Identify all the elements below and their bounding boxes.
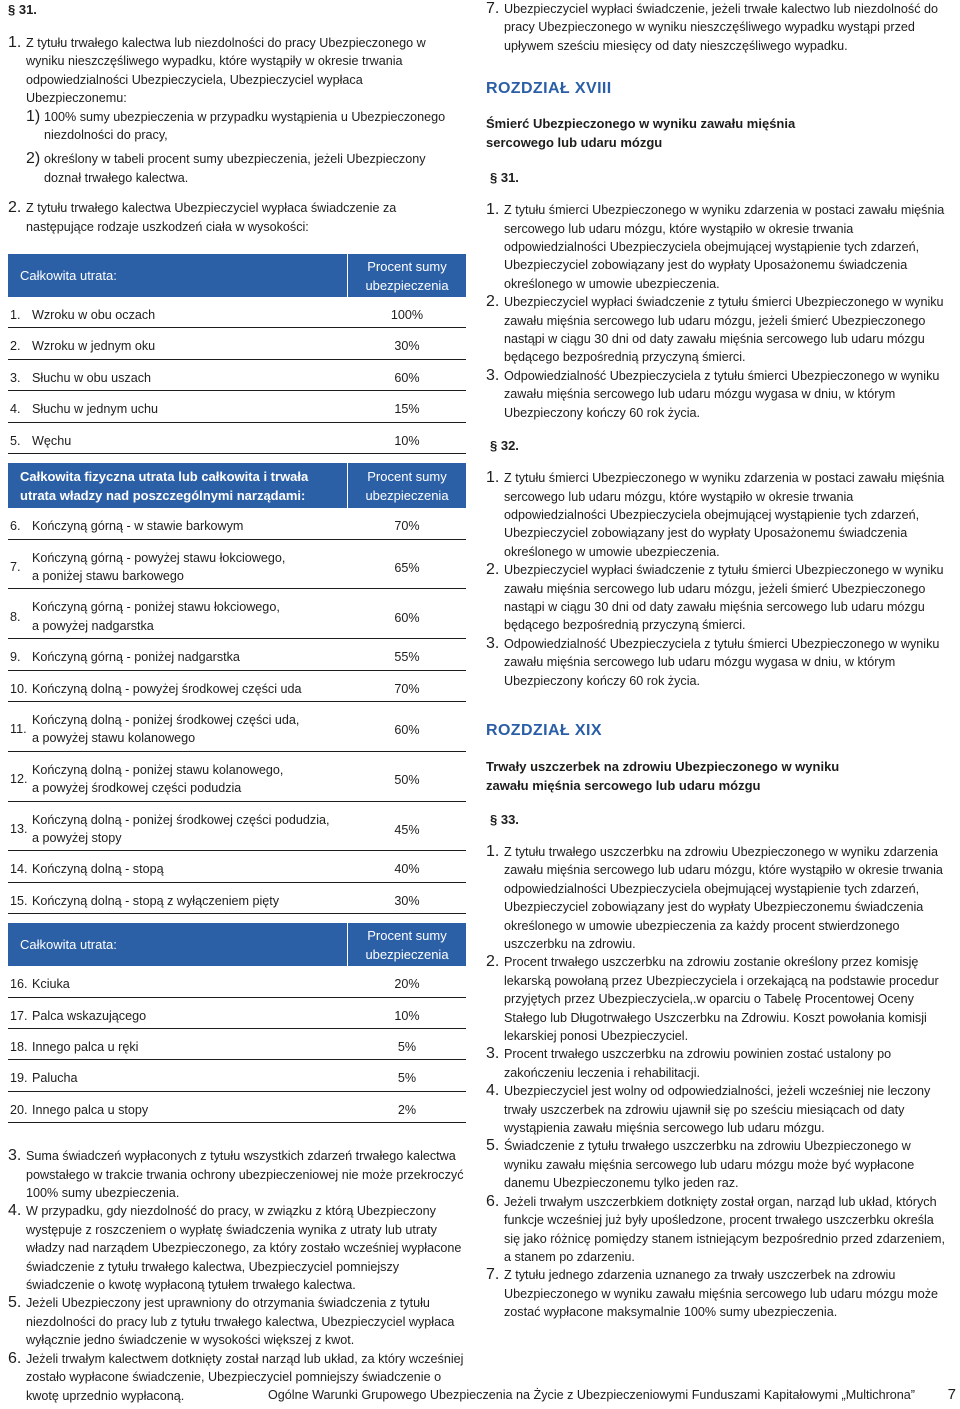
paragraph: 3. Suma świadczeń wypłaconych z tytułu wszystkich zdarzeń trwałego kalectwa powstałego w trakcie trwania ochrony ubezpieczeniowej nie może przekroczyć 100% sumy ubezpieczenia. (8, 1147, 464, 1201)
paragraph: 6. Jeżeli trwałym kalectwem dotknięty został narząd lub układ, za który wcześniej zostało wypłacone świadczenie, Ubezpieczyciel pomniejszy świadczenie o kwotę uprzednio wypłaconą. (8, 1349, 464, 1403)
paragraph-2: 2. Z tytułu trwałego kalectwa Ubezpieczyciel wypłaca świadczenie za następujące rodzaje uszkodzeń ciała w wysokości: (8, 199, 397, 234)
paragraph-1: 1. Z tytułu trwałego kalectwa lub niezdolności do pracy Ubezpieczonego w wyniku nieszczęśliwego wypadku, które wystąpiły w okresie trwania odpowiedzialności Ubezpieczyciela, Ubezpieczyciel wypłaca Ubezpieczonemu: (8, 34, 426, 106)
page-number: 7 (947, 1386, 956, 1403)
row-value: 30% (394, 893, 420, 908)
row-label: Węchu (32, 433, 72, 448)
paragraph: 1. Z tytułu trwałego uszczerbku na zdrowiu Ubezpieczonego w wyniku zdarzenia zawału mięśnia sercowego lub udaru mózgu, które wystąpiło w okresie trwania odpowiedzialności Ubezpieczyciela obejmującej wystąpienie tych zdarzeń, Ubezpieczyciel zobowiązany jest do wypłaty Ubezpieczonemu świadczenia określonego w umowie ubezpieczenia za każdy procent stwierdzonego uszczerbku na zdrowiu. (486, 842, 943, 951)
row-value: 100% (390, 308, 424, 323)
row-number: 19. (10, 1071, 28, 1086)
section-31-paragraphs (486, 201, 948, 422)
table-row (8, 811, 466, 852)
section-32-paragraphs (486, 469, 948, 690)
paragraph: 2. Ubezpieczyciel wypłaci świadczenie z tytułu śmierci Ubezpieczonego w wyniku zawału mięśnia sercowego lub udaru mózgu, jeżeli śmierć Ubezpieczonego nastąpi w ciągu 30 dni od daty zawału mięśnia sercowego lub udaru mózgu będącego bezpośrednią przyczyną śmierci. (486, 293, 944, 365)
row-number: 6. (10, 519, 21, 534)
row-number: 3. (10, 370, 21, 385)
row-number: 9. (10, 650, 21, 665)
paragraph: 4. Ubezpieczyciel jest wolny od odpowiedzialności, jeżeli wcześniej nie leczony trwały uszczerbek na zdrowiu ujawnił się po sześciu miesiącach od daty wystąpienia zawału mięśnia sercowego lub udaru mózgu. (486, 1082, 931, 1136)
left-column (8, 0, 466, 1405)
table-header: Całkowita fizyczna utrata lub całkowita i trwała utrata władzy nad poszczególnymi narządami: Procent sumy ubezpieczenia (8, 463, 466, 508)
list-item: 2) określony w tabeli procent sumy ubezpieczenia, jeżeli Ubezpieczony doznał trwałego kalectwa. (26, 150, 426, 185)
row-label: Kończyną dolną - stopą z wyłączeniem pięty (32, 893, 280, 908)
row-number: 16. (10, 977, 28, 992)
paragraph: 3. Odpowiedzialność Ubezpieczyciela z tytułu śmierci Ubezpieczonego w wyniku zawału mięśnia sercowego lub udaru mózgu wygasa w dniu, w którym Ubezpieczony kończy 60 rok życia. (486, 634, 940, 688)
table-row (8, 1038, 466, 1060)
row-value: 60% (394, 370, 420, 385)
closing-paragraphs (8, 1147, 466, 1405)
row-label: Słuchu w jednym uchu (32, 402, 159, 417)
row-value: 10% (394, 1008, 420, 1023)
row-label: Palucha (32, 1071, 78, 1086)
paragraph: 3. Procent trwałego uszczerbku na zdrowiu powinien zostać ustalony po zakończeniu leczenia i rehabilitacji. (486, 1045, 892, 1080)
table-header: Całkowita utrata: Procent sumy ubezpieczenia (8, 923, 466, 966)
row-number: 7. (10, 559, 21, 574)
row-value: 50% (394, 772, 420, 787)
row-number: 4. (10, 402, 21, 417)
row-label: Kończyną dolną - powyżej środkowej części uda (32, 681, 302, 696)
row-number: 12. (10, 771, 28, 786)
paragraph: 5. Świadczenie z tytułu trwałego uszczerbku na zdrowiu Ubezpieczonego w wyniku zawału mięśnia sercowego lub udaru mózgu może być wypłacone danemu Ubezpieczonemu tylko jeden raz. (486, 1137, 915, 1191)
chapter-title: ROZDZIAŁ XIX (486, 721, 602, 739)
row-value: 65% (394, 560, 420, 575)
row-label: Palca wskazującego (32, 1008, 147, 1023)
row-value: 30% (394, 339, 420, 354)
paragraph: 1. Z tytułu śmierci Ubezpieczonego w wyniku zdarzenia w postaci zawału mięśnia sercowego lub udaru mózgu, które wystąpiło w okresie trwania odpowiedzialności Ubezpieczyciela obejmującej wystąpienie tych zdarzeń, Ubezpieczyciel zobowiązany jest do wypłaty Uposażonemu świadczenia określonego w umowie ubezpieczenia. (486, 469, 945, 559)
paragraph: 6. Jeżeli trwałym uszczerbkiem dotknięty został organ, narząd lub układ, których funkcje wcześniej już były upośledzone, procent trwałego uszczerbku określa się jako różnicę pomiędzy stanem istniejącym bezpośrednio przed zdarzeniem, a stanem po zdarzeniu. (486, 1192, 945, 1264)
paragraph: 5. Jeżeli Ubezpieczony jest uprawniony do otrzymania świadczenia z tytułu niezdolności do pracy lub z tytułu trwałego kalectwa, Ubezpieczyciel wypłaca wyłącznie jedno świadczenie w wysokości większej z kwot. (8, 1294, 455, 1348)
row-number: 5. (10, 433, 21, 448)
row-value: 20% (394, 977, 420, 992)
row-label: Innego palca u stopy (32, 1102, 149, 1117)
row-number: 10. (10, 681, 28, 696)
paragraph-7: 7. Ubezpieczyciel wypłaci świadczenie, jeżeli trwałe kalectwo lub niezdolność do pracy Ubezpieczonego w wyniku nieszczęśliwego wypadku wystąpi przed upływem sześciu miesięcy od daty nieszczęśliwego wypadku. (486, 0, 938, 53)
row-value: 15% (394, 402, 420, 417)
row-value: 45% (394, 822, 420, 837)
section-number: § 32. (490, 438, 519, 454)
row-number: 11. (10, 722, 27, 737)
chapter-subtitle: Śmierć Ubezpieczonego w wyniku zawału mięśnia sercowego lub udaru mózgu (486, 116, 796, 151)
footer-title: Ogólne Warunki Grupowego Ubezpieczenia na Życie z Ubezpieczeniowymi Funduszami Kapitałowymi „Multichrona” (268, 1388, 915, 1402)
paragraph-1-items (8, 108, 466, 188)
table-row (8, 680, 466, 702)
section-number: § 31. (8, 2, 37, 17)
table-row (8, 337, 466, 359)
table-total-loss (8, 254, 466, 454)
row-value: 60% (394, 723, 420, 738)
row-number: 2. (10, 339, 21, 354)
table-row (8, 975, 466, 997)
row-label: Kończyną dolną - poniżej środkowej części uda, a powyżej stawu kolanowego (32, 712, 300, 746)
table-row (8, 517, 466, 539)
row-value: 70% (394, 519, 420, 534)
table-row (8, 1007, 466, 1029)
list-item: 1) 100% sumy ubezpieczenia w przypadku wystąpienia u Ubezpieczonego niezdolności do pracy, (26, 107, 446, 143)
row-label: Kciuka (32, 977, 70, 992)
row-label: Kończyną górną - w stawie barkowym (32, 519, 244, 534)
row-value: 40% (394, 862, 420, 877)
row-value: 55% (394, 650, 420, 665)
row-label: Słuchu w obu uszach (32, 370, 152, 385)
row-number: 17. (10, 1008, 28, 1023)
row-label: Wzroku w jednym oku (32, 339, 156, 354)
right-column (486, 0, 948, 1322)
row-number: 8. (10, 609, 21, 624)
paragraph: 7. Z tytułu jednego zdarzenia uznanego za trwały uszczerbek na zdrowiu Ubezpieczonego w wyniku zawału mięśnia sercowego lub udaru mózgu może zostać wypłacone maksymalnie 100% sumy ubezpieczenia. (486, 1266, 939, 1320)
table-row (8, 306, 466, 328)
row-label: Wzroku w obu oczach (32, 308, 156, 323)
row-value: 5% (397, 1040, 417, 1054)
row-label: Kończyną górną - poniżej nadgarstka (32, 650, 240, 665)
row-number: 18. (10, 1040, 28, 1054)
table-row (8, 432, 466, 454)
section-number: § 31. (490, 170, 519, 186)
table-row (8, 761, 466, 802)
row-value: 70% (394, 681, 420, 696)
paragraph: 2. Procent trwałego uszczerbku na zdrowiu zostanie określony przez komisję lekarską powołaną przez Ubezpieczyciela i orzekającą na podstawie procedur przyjętych przez Ubezpieczyciela,.w oparciu o Tabelę Procentowej Oceny Stałego lub Długotrwałego Uszczerbku na Zdrowiu. Koszt powołania komisji lekarskiej ponosi Ubezpieczyciel. (486, 953, 939, 1044)
row-number: 14. (10, 862, 28, 877)
row-label: Innego palca u ręki (32, 1040, 139, 1054)
row-number: 13. (10, 821, 28, 836)
table-header: Całkowita utrata: Procent sumy ubezpieczenia (8, 254, 466, 297)
chapter-subtitle: Trwały uszczerbek na zdrowiu Ubezpieczonego w wyniku zawału mięśnia sercowego lub udaru mózgu (486, 758, 840, 793)
row-label: Kończyną dolną - poniżej środkowej części podudzia, a powyżej stopy (32, 812, 330, 845)
row-number: 1. (10, 308, 21, 323)
paragraph: 2. Ubezpieczyciel wypłaci świadczenie z tytułu śmierci Ubezpieczonego w wyniku zawału mięśnia sercowego lub udaru mózgu, jeżeli śmierć Ubezpieczonego nastąpi w ciągu 30 dni od daty zawału mięśnia sercowego lub udaru mózgu będącego bezpośrednią przyczyną śmierci. (486, 561, 944, 633)
paragraph: 4. W przypadku, gdy niezdolność do pracy, w związku z którą Ubezpieczony występuje z roszczeniem o wypłatę świadczenia wynika z utraty lub utraty władzy nad narządem Ubezpieczonego, za który zostało wcześniej wypłacone świadczenie z tytułu trwałego kalectwa, Ubezpieczyciel pomniejszy świadczenie o kwotę wypłaconą tytułem trwałego kalectwa. (8, 1202, 462, 1293)
table-organ-loss (8, 463, 466, 914)
row-label: Kończyną górną - poniżej stawu łokciowego, a powyżej nadgarstka (32, 600, 280, 633)
row-label: Kończyną dolną - poniżej stawu kolanowego, a powyżej środkowej części podudzia (32, 762, 284, 796)
row-value: 2% (397, 1102, 417, 1117)
row-number: 15. (10, 893, 28, 908)
table-row (8, 1101, 466, 1123)
row-number: 20. (10, 1102, 28, 1117)
row-value: 10% (394, 433, 420, 448)
table-finger-loss (8, 923, 466, 1123)
table-row (8, 711, 466, 752)
table-row (8, 400, 466, 422)
chapter-title: ROZDZIAŁ XVIII (486, 80, 612, 98)
section-33-paragraphs (486, 843, 948, 1322)
row-value: 5% (397, 1071, 417, 1086)
table-row (8, 549, 466, 590)
table-row (8, 1069, 466, 1091)
row-label: Kończyną dolną - stopą (32, 862, 164, 877)
row-value: 60% (394, 610, 420, 625)
paragraph: 3. Odpowiedzialność Ubezpieczyciela z tytułu śmierci Ubezpieczonego w wyniku zawału mięśnia sercowego lub udaru mózgu wygasa w dniu, w którym Ubezpieczony kończy 60 rok życia. (486, 366, 940, 420)
table-row (8, 892, 466, 914)
section-number: § 33. (490, 811, 519, 827)
paragraph: 1. Z tytułu śmierci Ubezpieczonego w wyniku zdarzenia w postaci zawału mięśnia sercowego lub udaru mózgu, które wystąpiło w okresie trwania odpowiedzialności Ubezpieczyciela obejmującej wystąpienie tych zdarzeń, Ubezpieczyciel zobowiązany jest do wypłaty Uposażonemu świadczenia określonego w umowie ubezpieczenia. (486, 201, 945, 291)
page-footer (0, 1384, 960, 1409)
row-label: Kończyną górną - powyżej stawu łokciowego, a poniżej stawu barkowego (32, 550, 286, 583)
table-row (8, 598, 466, 639)
table-row (8, 860, 466, 882)
table-row (8, 648, 466, 670)
table-row (8, 369, 466, 391)
